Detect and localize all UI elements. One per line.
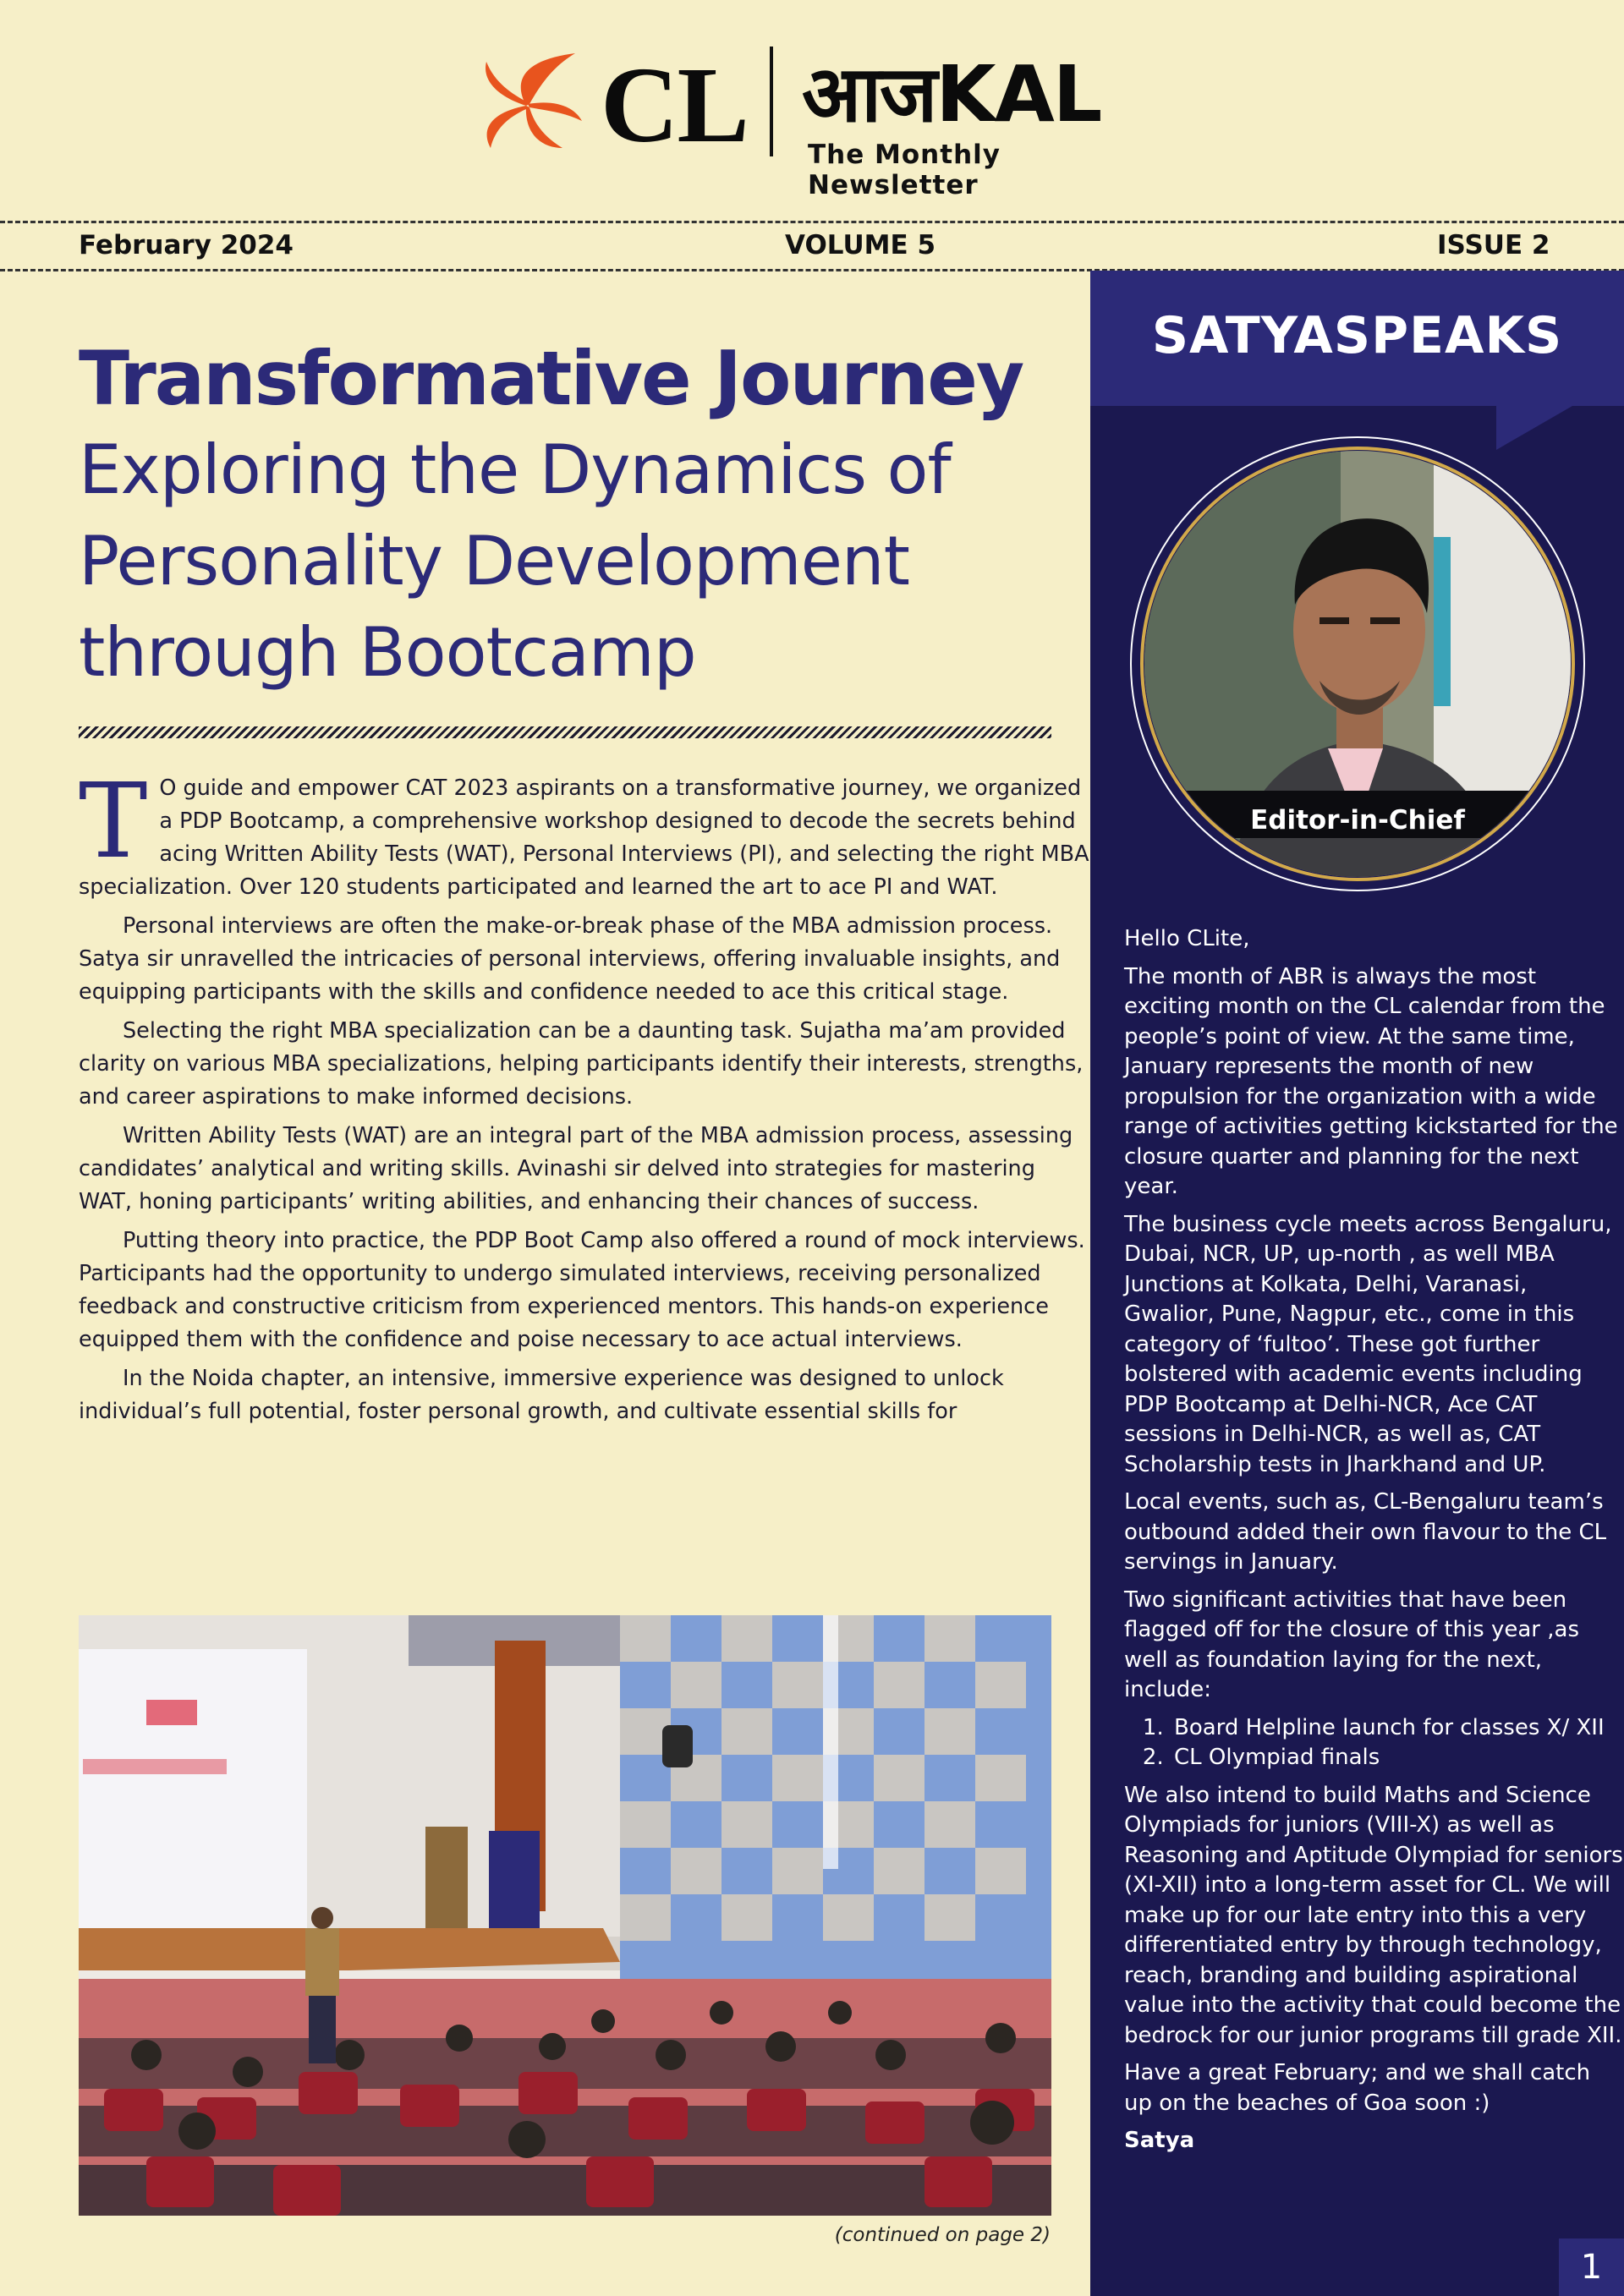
logo-divider bbox=[770, 47, 773, 156]
letter-greeting: Hello CLite, bbox=[1124, 926, 1250, 951]
letter-paragraph: Local events, such as, CL-Bengaluru team’s outbound added their own flavour to the CL servings in January. bbox=[1124, 1489, 1607, 1575]
dashed-rule-top bbox=[0, 221, 1624, 223]
issue-info-bar bbox=[0, 227, 1624, 267]
hatched-divider bbox=[79, 726, 1051, 738]
list-item: 2. CL Olympiad finals bbox=[1171, 1743, 1623, 1773]
pinwheel-logo-icon bbox=[474, 53, 584, 155]
letter-paragraph: The month of ABR is always the most exciting month on the CL calendar from the people’s point of view. At the same time, January represents the month of new propulsion for the organization with a wide range of activities getting kickstarted for the closure quarter and planning for the next year. bbox=[1124, 963, 1618, 1199]
letter-paragraph: The business cycle meets across Bengaluru, Dubai, NCR, UP, up-north , as well MBA Junctions at Kolkata, Delhi, Varanasi, Gwalior, Pune, Nagpur, etc., come in this category of ‘fultoo’. These got further bolstered with academic events including PDP Bootcamp at Delhi-NCR, Ace CAT sessions in Delhi-NCR, as well as, CAT Scholarship tests in Jharkhand and UP. bbox=[1124, 1211, 1612, 1477]
sidebar-header bbox=[1090, 271, 1624, 406]
issue-volume: VOLUME 5 bbox=[785, 230, 936, 260]
article-paragraph: Personal interviews are often the make-or-break phase of the MBA admission process. Satya sir unravelled the intricacies of personal interviews, offering invaluable insights, and equipping participants with the skills and confidence needed to ace this critical stage. bbox=[79, 913, 1061, 1005]
issue-number: ISSUE 2 bbox=[1437, 230, 1550, 260]
article-paragraph: Written Ability Tests (WAT) are an integral part of the MBA admission process, assessing candidates’ analytical and writing skills. Avinashi sir delved into strategies for mastering WAT, honing participants’ writing abilities, and enhancing their chances of success. bbox=[79, 1123, 1073, 1214]
newsletter-tagline: The Monthly Newsletter bbox=[808, 140, 1001, 200]
issue-date: February 2024 bbox=[79, 230, 294, 260]
editor-letter bbox=[1124, 924, 1623, 2164]
letter-list bbox=[1124, 1713, 1623, 1773]
article-body bbox=[79, 761, 1094, 1434]
letter-paragraph: We also intend to build Maths and Science Olympiads for juniors (VIII-X) as well as Reasoning and Aptitude Olympiad for seniors (XI-XII) into a long-term asset for CL. We will make up for our late entry into this a very differentiated entry by through technology, reach, branding and building aspirational value into the activity that could become the bedrock for our junior programs till grade XII. bbox=[1124, 1782, 1623, 2048]
sidebar-title: SATYASPEAKS bbox=[1151, 306, 1563, 365]
newsletter-logo bbox=[474, 45, 1150, 200]
letter-signature: Satya bbox=[1124, 2128, 1195, 2153]
article-headline bbox=[79, 335, 1094, 699]
article-paragraph: Selecting the right MBA specialization can be a daunting task. Sujatha ma’am provided clarity on various MBA specializations, helping participants identify their interests, strengths, and career aspirations to make informed decisions. bbox=[79, 1018, 1084, 1110]
headline-subtitle: Exploring the Dynamics of Personality Development through Bootcamp bbox=[79, 430, 951, 692]
continued-note: (continued on page 2) bbox=[834, 2224, 1051, 2246]
cl-logo-text: CL bbox=[601, 45, 748, 165]
masthead bbox=[0, 0, 1624, 220]
article-paragraph: T O guide and empower CAT 2023 aspirants on a transformative journey, we organized a PDP Bootcamp, a comprehensive workshop designed to decode the secrets behind acing Written Ability Tests (WAT), Personal Interviews (PI), and selecting the right MBA specialization. Over 120 students participated and learned the art to ace PI and WAT. bbox=[79, 761, 1089, 900]
headline-title: Transformative Journey bbox=[79, 335, 1023, 422]
article-paragraph: Putting theory into practice, the PDP Boot Camp also offered a round of mock interviews. Participants had the opportunity to undergo simulated interviews, receiving personalized feedback and constructive criticism from experienced mentors. This hands-on experience equipped them with the confidence and poise necessary to ace actual interviews. bbox=[79, 1228, 1085, 1352]
editor-in-chief-label: Editor-in-Chief bbox=[1250, 805, 1465, 836]
page-number: 1 bbox=[1559, 2238, 1624, 2296]
letter-paragraph: Have a great February; and we shall catch up on the beaches of Goa soon :) bbox=[1124, 2060, 1591, 2116]
drop-cap: T bbox=[79, 761, 148, 881]
article-paragraph: In the Noida chapter, an intensive, immersive experience was designed to unlock individual’s full potential, foster personal growth, and cultivate essential skills for bbox=[79, 1366, 1004, 1424]
letter-paragraph: Two significant activities that have been flagged off for the closure of this year ,as well as foundation laying for the next, include: bbox=[1124, 1586, 1579, 1702]
list-item: 1. Board Helpline launch for classes X/ XII bbox=[1171, 1713, 1623, 1744]
aajkal-logo-text: आजKAL bbox=[802, 49, 1101, 140]
bootcamp-auditorium-photo bbox=[79, 1615, 1051, 2216]
